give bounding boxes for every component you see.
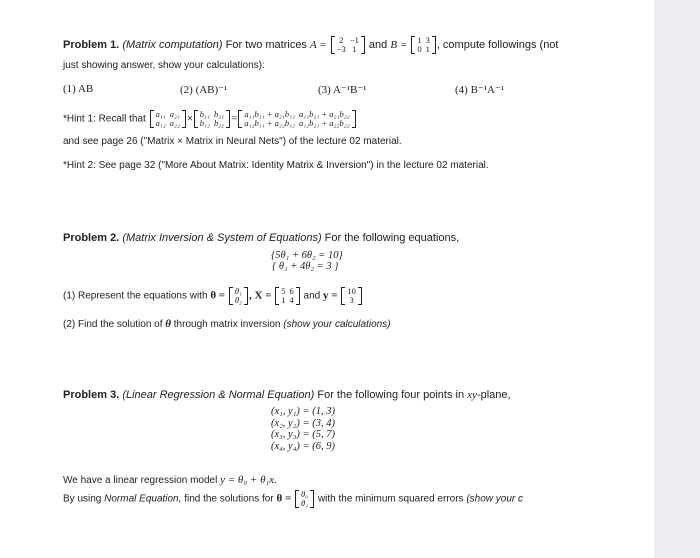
model-line [63,474,277,486]
matrix-cell: a₁₂b₁₁ + a₂₂b₁₂ [244,118,295,128]
q2-mid: through matrix inversion [173,319,281,330]
q2-tail: (show your calculations) [283,319,391,330]
matrix-b-symbol: B = [390,38,408,51]
matrix-cell: 0 [417,44,422,54]
hint-1-prefix: *Hint 1: Recall that [63,113,146,125]
problem-1-topic: (Matrix computation) [122,38,223,51]
matrix-cell: a₁₁ [155,109,166,119]
problem-3-heading [63,389,511,401]
problem-3-lead: For the following four points in [317,389,465,401]
equation-1: 5θ₁ + 6θ₂ = 10 [275,250,339,261]
problem-3-label: Problem 3. [63,389,120,401]
points-list [271,406,335,452]
and-text: and [368,38,388,51]
problem-2-question-1 [63,287,363,305]
matrix-cell: 6 [289,286,294,296]
problem-1-item-1: (1) AB [63,83,94,95]
normal-equation-text: Normal Equation, [104,493,182,505]
theta-vector [229,287,248,305]
matrix-cell: 10 [347,286,356,296]
plane-label: xy [467,389,477,401]
point-1: (x₁, y₁) = (1, 3) [271,406,335,417]
matrix-cell: 1 [425,44,430,54]
problem-1-line2: just showing answer, show your calculations): [63,60,265,71]
problem-1-heading [63,36,558,54]
hint-2: *Hint 2: See page 32 ("More About Matrix: Identity Matrix & Inversion") in the lecture 02 material. [63,160,489,171]
problem-1-label: Problem 1. [63,38,120,51]
model-prefix: We have a linear regression model [63,475,218,486]
matrix-cell: 1 [352,44,357,54]
matrix-a [331,36,365,54]
theta-symbol: θ = [276,492,292,505]
theta-symbol: θ [165,318,171,330]
y-vector [341,287,362,305]
matrix-cell: −1 [349,35,359,45]
problem-1-item-2: (2) (AB)⁻¹ [180,84,228,96]
equation-2: θ₁ + 4θ₂ = 3 [278,261,332,272]
x-matrix [275,287,300,305]
matrix-cell: b₂₂ [213,118,225,128]
matrix-cell: b₂₁ [213,109,225,119]
matrix-cell: 2 [339,35,344,45]
final-mid: find the solutions for [184,493,274,505]
matrix-cell: b₁₂ [199,118,210,128]
matrix-cell: 4 [289,295,294,305]
hint-matrix-b [194,110,230,128]
matrix-cell: 3 [349,295,354,305]
matrix-cell: −3 [336,44,346,54]
q2-prefix: (2) Find the solution of [63,319,163,330]
final-line [63,490,523,508]
matrix-cell: 1 [281,295,286,305]
point-3: (x₃, y₃) = (5, 7) [271,429,335,440]
matrix-cell: θ₁ [234,286,242,296]
point-2: (x₂, y₂) = (3, 4) [271,417,335,429]
problem-1-item-4: (4) B⁻¹A⁻¹ [455,84,505,96]
matrix-cell: θ₂ [234,295,242,305]
matrix-cell: a₁₁b₁₁ + a₂₁b₁₂ [244,109,295,119]
model-equation: y = θ₀ + θ₁x. [220,474,277,486]
theta-vector [295,490,314,508]
x-symbol: , X = [249,289,272,302]
final-tail: with the minimum squared errors [317,493,464,505]
theta-symbol: θ = [210,289,226,302]
problem-2-heading [63,232,459,244]
problem-2-label: Problem 2. [63,232,120,244]
matrix-cell: θ₀ [301,489,309,499]
problem-2-question-2 [63,318,391,330]
and-text: and [303,290,321,302]
matrix-b [411,36,436,54]
hint-matrix-a [150,110,186,128]
matrix-cell: 3 [425,35,430,45]
problem-2-lead: For the following equations, [324,232,460,244]
equation-system: {5θ₁ + 6θ₂ = 10} { θ₁ + 4θ₂ = 3 } [271,250,343,272]
matrix-cell: a₁₁b₂₁ + a₂₁b₂₂ [299,109,350,119]
hint-matrix-product [238,110,355,128]
matrix-a-symbol: A = [310,38,327,51]
y-symbol: y = [323,289,338,302]
matrix-cell: 5 [281,286,286,296]
q1-prefix: (1) Represent the equations with [63,290,208,302]
final-show: (show your c [466,493,524,505]
times-sign: × [186,113,193,125]
problem-3-topic: (Linear Regression & Normal Equation) [122,389,315,401]
problem-1-item-3: (3) A⁻¹B⁻¹ [318,84,367,96]
matrix-cell: 1 [417,35,422,45]
scrollbar-track[interactable] [654,0,700,558]
problem-3-lead-tail: -plane, [476,389,511,401]
matrix-cell: a₂₂ [169,118,180,128]
hint-1 [63,110,357,128]
hint-1-line2: and see page 26 ("Matrix × Matrix in Neural Nets") of the lecture 02 material. [63,136,402,147]
problem-1-lead: For two matrices [225,38,307,51]
matrix-cell: b₁₁ [199,109,210,119]
equals-sign: = [231,112,238,125]
problem-2-topic: (Matrix Inversion & System of Equations) [122,232,322,244]
point-4: (x₄, y₄) = (6, 9) [271,440,335,452]
matrix-cell: a₂₁ [169,109,180,119]
matrix-cell: θ₁ [301,498,309,508]
problem-1-tail: , compute followings (not [436,38,559,51]
matrix-cell: a₁₂b₂₁ + a₂₂b₂₂ [299,118,350,128]
final-prefix: By using [63,493,102,505]
matrix-cell: a₁₂ [155,118,166,128]
